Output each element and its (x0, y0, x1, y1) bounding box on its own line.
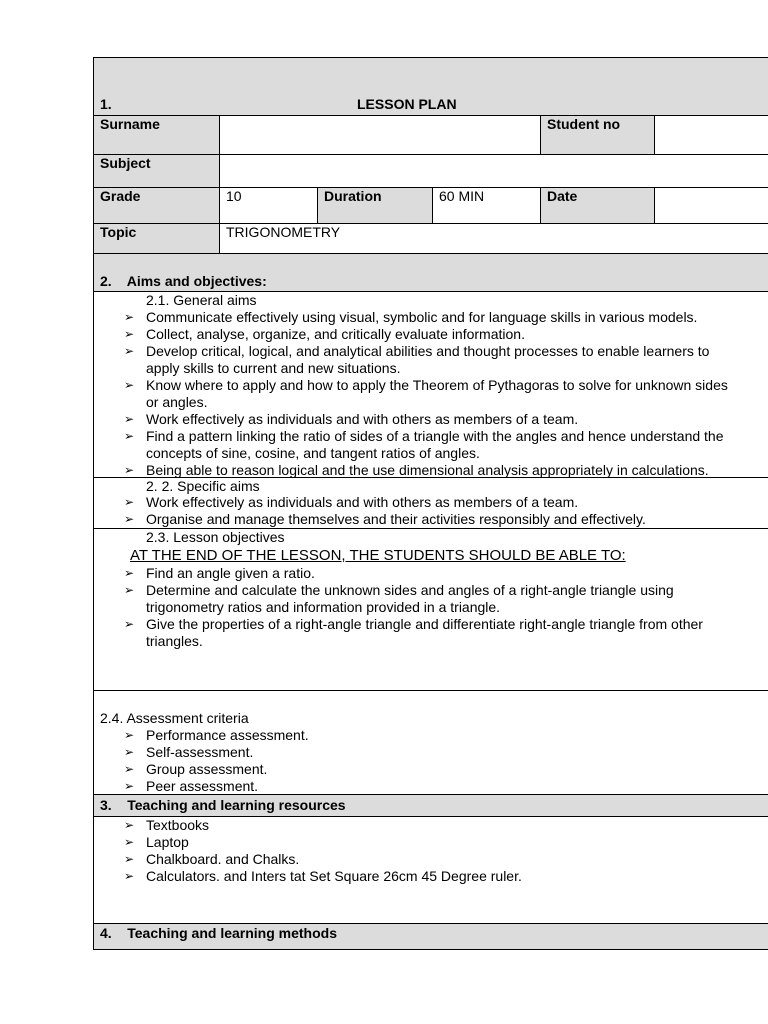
grade-label: Grade (94, 188, 220, 223)
lesson-objectives-banner: AT THE END OF THE LESSON, THE STUDENTS SHOULD BE ABLE TO: (130, 547, 626, 564)
list-item-continued: triangles. (146, 633, 203, 649)
resources-block (93, 816, 768, 923)
list-item-continued: concepts of sine, cosine, and tangent ratios of angles. (146, 445, 480, 461)
list-item: ➢ Know where to apply and how to apply the Theorem of Pythagoras to solve for unknown sides (124, 377, 728, 393)
lesson-plan-header (93, 57, 768, 115)
list-item: ➢ Work effectively as individuals and with others as members of a team. (124, 411, 579, 427)
student-no-label: Student no (541, 116, 655, 154)
list-item: ➢ Develop critical, logical, and analytical abilities and thought processes to enable learners to (124, 343, 710, 359)
header-number: 1. (100, 96, 112, 112)
subject-field[interactable] (220, 155, 768, 187)
section-2-heading: 2. Aims and objectives: (100, 273, 267, 289)
list-item: ➢ Laptop (124, 834, 189, 850)
list-item: ➢ Performance assessment. (124, 727, 309, 743)
resources-list (124, 817, 768, 885)
list-item: ➢ Chalkboard. and Chalks. (124, 851, 300, 867)
general-aims-list (124, 309, 768, 479)
date-label: Date (541, 188, 655, 223)
list-item: ➢ Find a pattern linking the ratio of sides of a triangle with the angles and hence understand the (124, 428, 724, 444)
specific-aims-list (124, 494, 768, 528)
subject-row (93, 154, 768, 187)
topic-label: Topic (94, 224, 220, 253)
lesson-objectives-block (93, 528, 768, 690)
grade-value[interactable]: 10 (220, 188, 318, 223)
list-item-continued: or angles. (146, 394, 208, 410)
specific-aims-title: 2. 2. Specific aims (146, 478, 260, 494)
lesson-objectives-title: 2.3. Lesson objectives (146, 529, 285, 545)
list-item: ➢ Being able to reason logical and the use dimensional analysis appropriately in calculations. (124, 462, 709, 478)
list-item: ➢ Collect, analyse, organize, and critically evaluate information. (124, 326, 525, 342)
topic-value[interactable]: TRIGONOMETRY (226, 224, 341, 240)
list-item: ➢ Give the properties of a right-angle triangle and differentiate right-angle triangle from other (124, 616, 703, 632)
assessment-block (93, 690, 768, 794)
list-item: ➢ Group assessment. (124, 761, 268, 777)
section-3-heading: 3. Teaching and learning resources (100, 797, 346, 813)
grade-row (93, 187, 768, 223)
list-item-continued: apply skills to current and new situations. (146, 360, 401, 376)
list-item: ➢ Work effectively as individuals and with others as members of a team. (124, 494, 579, 510)
list-item: ➢ Communicate effectively using visual, symbolic and for language skills in various models. (124, 309, 698, 325)
section-2-heading-row (93, 253, 768, 291)
section-4-heading-row (93, 923, 768, 949)
specific-aims-block (93, 477, 768, 528)
table-bottom-border (93, 949, 768, 950)
duration-label: Duration (318, 188, 433, 223)
general-aims-block (93, 291, 768, 477)
surname-row (93, 115, 768, 154)
lesson-objectives-list (124, 565, 768, 650)
student-no-field[interactable] (655, 116, 768, 154)
general-aims-title: 2.1. General aims (146, 292, 257, 308)
list-item: ➢ Calculators. and Inters tat Set Square 26cm 45 Degree ruler. (124, 868, 522, 884)
subject-label: Subject (94, 155, 220, 187)
surname-label: Surname (94, 116, 220, 154)
surname-field[interactable] (220, 116, 541, 154)
section-4-heading: 4. Teaching and learning methods (100, 925, 338, 941)
list-item: ➢ Determine and calculate the unknown sides and angles of a right-angle triangle using (124, 582, 674, 598)
list-item: ➢ Organise and manage themselves and their activities responsibly and effectively. (124, 511, 646, 527)
list-item-continued: trigonometry ratios and information provided in a triangle. (146, 599, 501, 615)
page-title: LESSON PLAN (357, 96, 457, 112)
assessment-list (124, 727, 768, 795)
duration-value[interactable]: 60 MIN (433, 188, 541, 223)
topic-row (93, 223, 768, 253)
assessment-title: 2.4. Assessment criteria (100, 710, 249, 726)
list-item: ➢ Textbooks (124, 817, 210, 833)
list-item: ➢ Find an angle given a ratio. (124, 565, 315, 581)
list-item: ➢ Self-assessment. (124, 744, 254, 760)
date-field[interactable] (655, 188, 768, 223)
list-item: ➢ Peer assessment. (124, 778, 259, 794)
section-3-heading-row (93, 794, 768, 816)
